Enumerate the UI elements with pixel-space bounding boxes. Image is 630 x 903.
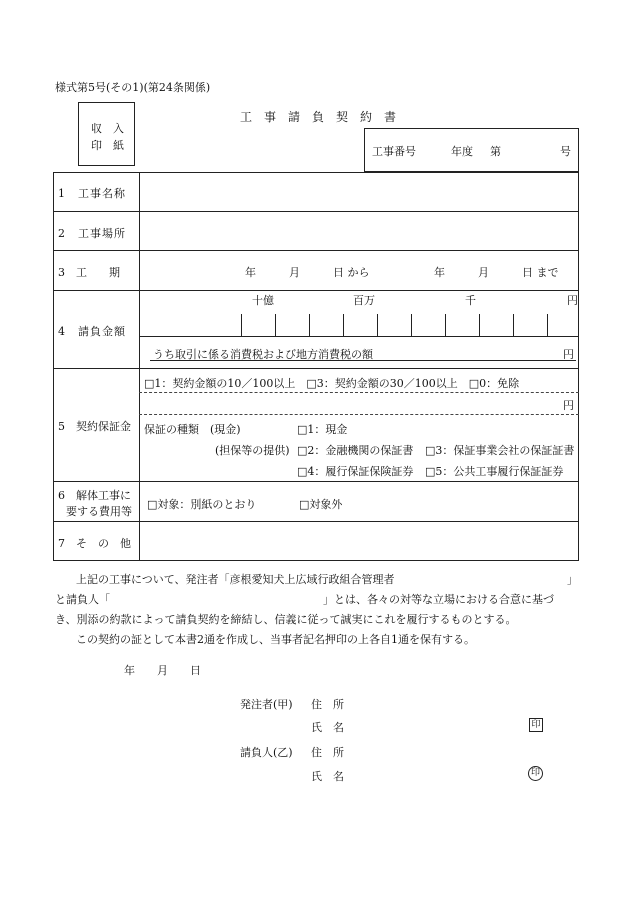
dai-label: 第 <box>490 145 501 158</box>
label-column-divider <box>139 172 140 561</box>
body-line-2-open: と請負人「 <box>55 593 110 606</box>
tax-amount-label: うち取引に係る消費税および地方消費税の額 <box>153 348 373 361</box>
row-label-contract-amount: 4 請負金額 <box>58 325 126 338</box>
orderer-label: 発注者(甲) <box>240 698 293 711</box>
body-line-4: この契約の証として本書2通を作成し、当事者記名押印の上各自1通を保有する。 <box>76 633 475 646</box>
body-line-3: き、別添の約款によって請負契約を締結し、信義に従って誠実にこれを履行するものとする。 <box>55 613 517 626</box>
unit-oku: 十億 <box>252 294 274 307</box>
orderer-name-label: 氏 名 <box>311 721 344 734</box>
stamp-box-label-1: 収 入 <box>91 122 124 135</box>
row-label-project-location: 2 工事場所 <box>58 227 126 240</box>
unit-sen: 千 <box>465 294 476 307</box>
project-no-label: 工事番号 <box>372 145 416 158</box>
period-end: 年 月 日 まで <box>434 266 559 279</box>
document-title: 工 事 請 負 契 約 書 <box>240 110 397 124</box>
demolition-applicable: □対象：別紙のとおり <box>147 498 257 511</box>
guarantee-kind-insurance: □4：履行保証保険証券 <box>297 465 414 478</box>
unit-hyakuman: 百万 <box>353 294 375 307</box>
row-label-project-name: 1 工事名称 <box>58 187 126 200</box>
guarantee-kind-public: □5：公共工事履行保証証券 <box>425 465 564 478</box>
amount-digit-baseline <box>139 336 579 337</box>
go-label: 号 <box>560 145 571 158</box>
period-start: 年 月 日 から <box>245 266 370 279</box>
guarantee-rate-options: □1：契約金額の10／100以上 □3：契約金額の30／100以上 □0：免除 <box>144 377 520 390</box>
guarantee-kind-cash: □1：現金 <box>297 423 348 436</box>
contractor-seal-icon: 印 <box>528 766 543 781</box>
unit-en: 円 <box>567 294 578 307</box>
body-line-1: 上記の工事について、発注者「彦根愛知犬上広域行政組合管理者 <box>76 573 395 586</box>
orderer-address-label: 住 所 <box>311 698 344 711</box>
guarantee-kind-collateral: (担保等の提供) <box>215 444 290 457</box>
contractor-address-label: 住 所 <box>311 746 344 759</box>
guarantee-yen: 円 <box>563 399 574 412</box>
orderer-seal-icon: 印 <box>529 718 543 732</box>
guarantee-kind-label: 保証の種類 (現金) <box>144 423 241 436</box>
tax-amount-underline <box>150 360 576 361</box>
form-id: 様式第5号(その1)(第24条関係) <box>55 81 211 94</box>
contractor-label: 請負人(乙) <box>240 746 293 759</box>
contract-date: 年 月 日 <box>124 664 201 677</box>
row-label-demolition-1: 6 解体工事に <box>58 489 131 502</box>
stamp-box-label-2: 印 紙 <box>91 139 124 152</box>
tax-amount-yen: 円 <box>563 348 574 361</box>
guarantee-kind-company: □3：保証事業会社の保証証書 <box>425 444 575 457</box>
row-label-demolition-2: 要する費用等 <box>66 505 132 518</box>
body-line-2: 」とは、各々の対等な立場における合意に基づ <box>323 593 554 606</box>
guarantee-kind-bank: □2：金融機関の保証書 <box>297 444 414 457</box>
row-label-other: 7 そ の 他 <box>58 537 131 550</box>
fiscal-year-label: 年度 <box>451 145 473 158</box>
body-line-1-close: 」 <box>567 573 578 586</box>
row-label-guarantee: 5 契約保証金 <box>58 420 131 433</box>
contractor-name-label: 氏 名 <box>311 770 344 783</box>
demolition-not-applicable: □対象外 <box>299 498 343 511</box>
row-label-period: 3 工 期 <box>58 266 120 279</box>
